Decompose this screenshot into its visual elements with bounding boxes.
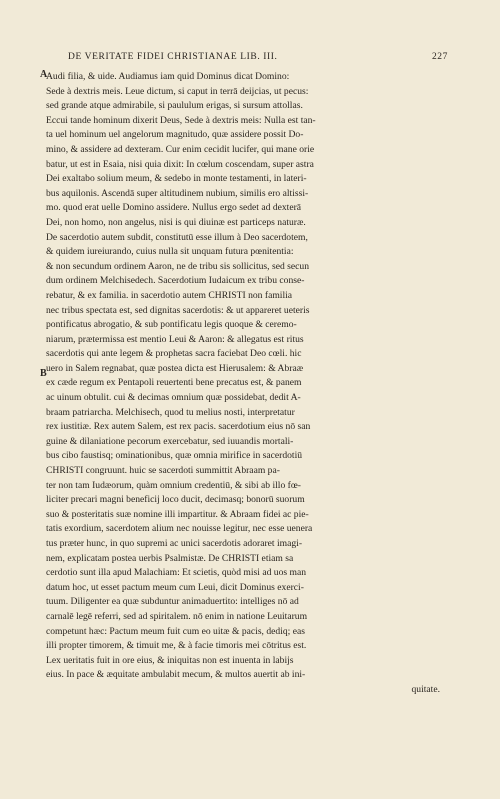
text-line: competunt hæc: Pactum meum fuit cum eo uitæ & pacis, dediq; eas	[46, 625, 305, 637]
text-line: guine & dilaniatione pecorum exercebatur, sed iuuandis mortali-	[46, 435, 294, 447]
text-line: De sacerdotio autem subdit, constitutū esse illum à Deo sacerdotem,	[46, 231, 308, 243]
text-line: batur, ut est in Esaia, nisi quia dixit: In cœlum coscendam, super astra	[46, 158, 314, 170]
text-line: Dei exaltabo solium meum, & sedebo in monte testamenti, in lateri-	[46, 173, 307, 185]
text-line: tatis exordium, sacerdotem alium nec nouisse legitur, nec esse uenera	[46, 523, 313, 535]
text-line: sacerdotis qui ante legem & prophetas sacra faciebat Deo cœli. hic	[46, 348, 302, 360]
text-line: bus aquilonis. Ascendā super altitudinem nubium, similis ero altissi-	[46, 187, 309, 199]
text-line: datum hoc, ut esset pactum meum cum Leui, dicit Dominus exerci-	[46, 581, 304, 593]
text-line: uero in Salem regnabat, quæ postea dicta est Hierusalem: & Abraæ	[46, 362, 304, 374]
text-line: Dei, non homo, non angelus, nisi is qui diuinæ est particeps naturæ.	[46, 216, 306, 228]
text-line: suo & posteritatis suæ nomine illi impartitur. & Abraam fidei ac pie-	[46, 508, 309, 520]
text-line: CHRISTI congruunt. huic se sacerdoti summittit Abraam pa-	[46, 465, 280, 477]
text-line: carnalē legē referri, sed ad spiritalem. nō enim in natione Leuitarum	[46, 610, 308, 622]
text-line: mino, & assidere ad dexteram. Cur enim cecidit lucifer, qui mane orie	[46, 143, 315, 155]
page-number: 227	[431, 52, 448, 62]
text-line: tuum. Diligenter ea quæ subduntur animaduertito: intelliges nō ad	[46, 596, 299, 608]
text-line: quitate.	[411, 683, 440, 695]
text-line: niarum, prætermissa est mentio Leui & Aaron: & allegatus est ritus	[46, 333, 304, 345]
text-line: eius. In pace & æquitate ambulabit mecum, & multos auertit ab ini-	[46, 669, 306, 681]
text-line: Eccui tande hominum dixerit Deus, Sede à dextris meis: Nulla est tan-	[46, 114, 316, 126]
text-line: ter non tam Iudæorum, quàm omnium credentiū, & sibi ab illo fœ-	[46, 479, 301, 491]
body-text	[46, 70, 448, 698]
text-line: illi propter timorem, & timuit me, & à facie timoris mei cōtritus est.	[46, 640, 307, 652]
text-line: ta uel hominum uel angelorum magnitudo, quæ assidere possit Do-	[46, 129, 304, 141]
text-line: Sede à dextris meis. Leue dictum, si caput in terrā deijcias, ut pecus:	[46, 85, 309, 97]
text-line: & quidem iureiurando, cuius nulla sit unquam futura pœnitentia:	[46, 246, 294, 258]
text-line: ac uinum obtulit. cui & decimas omnium quæ possidebat, dedit A-	[46, 392, 301, 404]
text-line: Lex ueritatis fuit in ore eius, & iniquitas non est inuenta in labijs	[46, 654, 294, 666]
text-line: pontificatus abrogatio, & sub pontificatu legis quoque & ceremo-	[46, 319, 297, 331]
text-line: dum ordinem Melchisedech. Sacerdotium Iudaicum ex tribu conse-	[46, 275, 305, 287]
text-line: rebatur, & ex familia. in sacerdotio autem CHRISTI non familia	[46, 289, 293, 301]
text-line: rex iustitiæ. Rex autem Salem, est rex pacis. sacerdotium eius nō san	[46, 421, 311, 433]
text-line: liciter precari magni beneficij loco ducit, decimasq; bonorū suorum	[46, 494, 305, 506]
text-line: cerdotio sunt illa apud Malachiam: Et scietis, quòd misi ad uos man	[46, 567, 307, 579]
text-line: Audi filia, & uide. Audiamus iam quid Dominus dicat Domino:	[46, 71, 290, 82]
margin-marker-a: A	[40, 69, 48, 80]
text-line: & non secundum ordinem Aaron, ne de tribu sis sollicitus, sed secun	[46, 260, 309, 272]
text-line: nec tribus spectata est, sed dignitas sacerdotis: & ut appareret ueteris	[46, 304, 310, 316]
text-line: braam patriarcha. Melchisech, quod tu melius nosti, interpretatur	[46, 406, 295, 418]
text-line: bus cibo faustisq; ominationibus, quæ omnia mirifice in sacerdotiū	[46, 450, 303, 462]
text-line: tus præter hunc, in quo supremi ac unici sacerdotis adoraret imagi-	[46, 538, 303, 549]
text-line: sed grande atque admirabile, si paululum erigas, si sursum attollas.	[46, 100, 303, 112]
running-head	[68, 52, 448, 62]
text-line: nem, explicatam postea uerbis Psalmistæ. De CHRISTI etiam sa	[46, 552, 294, 564]
text-line: mo. quod erat uelle Domino assidere. Nullus ergo sedet ad dexterā	[46, 202, 302, 214]
text-line: ex cæde regum ex Pentapoli reuertenti bene precatus est, & panem	[46, 377, 302, 389]
margin-marker-b: B	[40, 368, 47, 379]
running-title: DE VERITATE FIDEI CHRISTIANAE LIB. III.	[68, 52, 278, 62]
